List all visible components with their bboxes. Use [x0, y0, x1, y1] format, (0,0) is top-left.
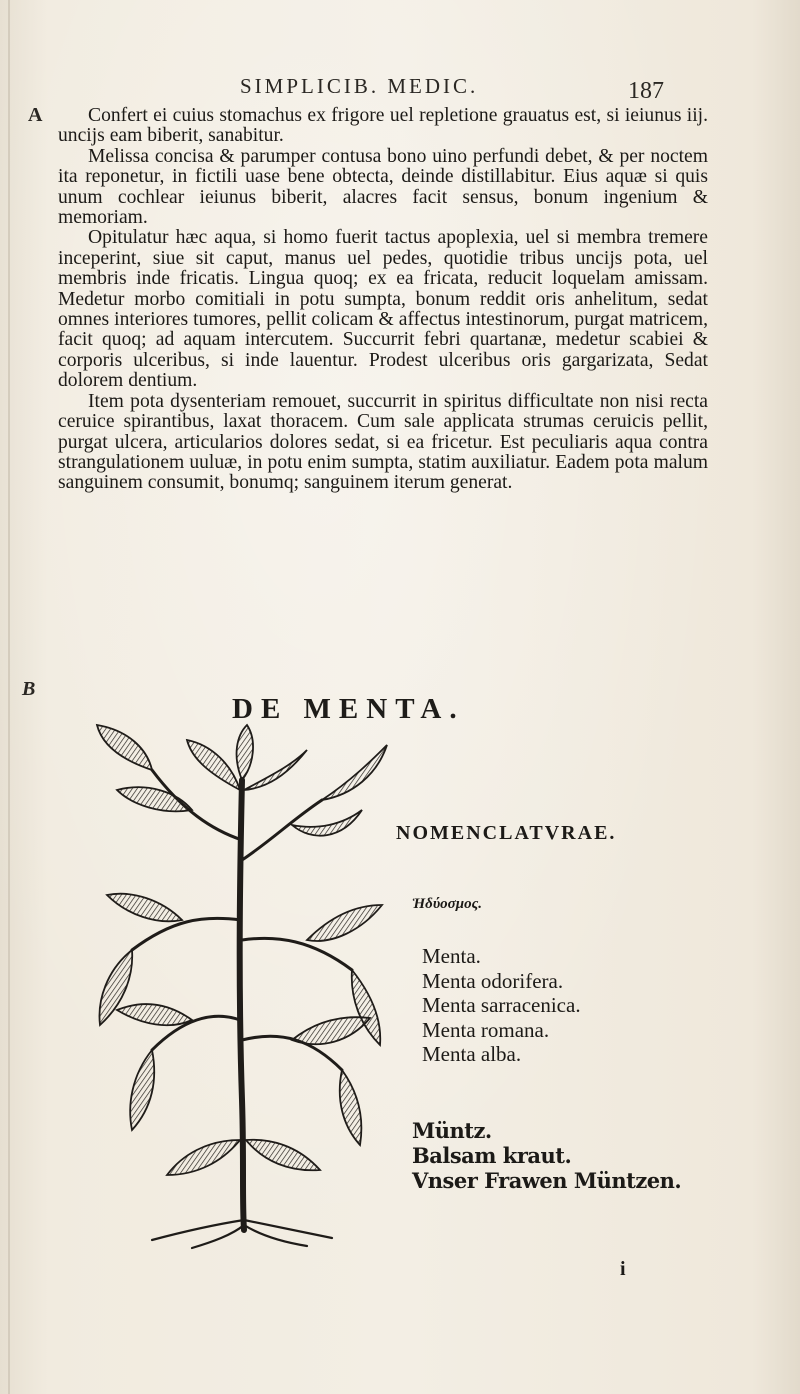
latin-name: Menta. — [422, 944, 481, 968]
paragraph-1: Confert ei cuius stomachus ex frigore uel repletione grauatus est, si ieiunus iij. uncijs eam biberit, sanabitur. — [58, 105, 708, 147]
nomenclature-title: NOMENCLATVRAE. — [396, 822, 617, 844]
section-title: DE MENTA. — [232, 693, 465, 725]
margin-mark-b: B — [22, 678, 36, 700]
body-text — [58, 106, 708, 494]
german-name: Vnser Frawen Müntzen. — [412, 1168, 682, 1193]
german-name: Balsam kraut. — [412, 1143, 572, 1168]
margin-mark-a: A — [28, 104, 43, 126]
paragraph-3: Opitulatur hæc aqua, si homo fuerit tactus apoplexia, uel si membra tremere inceperint, siue sit caput, manus uel pedes, quotidie tribus uncijs pota, uel membris inde fricatis. Lingua quoq; ex ea fricata, reducit loquelam amissam. Medetur morbo comitiali in potu sumpta, bonum reddit oris anhelitum, sedat omnes interiores tumores, pellit colicam & affectus intestinorum, purgat matricem, facit quoq; ad aquam intercutem. Succurrit febri quartanæ, medetur scabiei & corporis ulceribus, si inde lauentur. Prodest ulceribus oris gargarizata, Sedat dolorem dentium. — [58, 227, 708, 392]
page-number: 187 — [628, 78, 664, 104]
german-name: Müntz. — [412, 1118, 492, 1143]
greek-name: Ἡδύοσμος. — [412, 896, 483, 912]
running-head: SIMPLICIB. MEDIC. — [240, 74, 479, 98]
latin-names-list — [422, 944, 581, 1067]
mint-plant-woodcut — [92, 720, 392, 1250]
german-names-list — [412, 1118, 681, 1193]
latin-name: Menta alba. — [422, 1042, 522, 1067]
paragraph-4: Item pota dysenteriam remouet, succurrit in spiritus difficultate non nisi recta ceruice spirantibus, laxat thoracem. Cum sale applicata strumas ceruicis pellit, purgat ulcera, articularios dolores sedat, si ea fricetur. Est peculiaris aqua contra strangulationem uuluæ, in potu enim sumpta, statim auxiliatur. Eadem pota malum sanguinem consumit, bonumq; sanguinem iterum generat. — [58, 390, 708, 494]
latin-name: Menta odorifera. — [422, 968, 564, 993]
catchword: i — [620, 1258, 626, 1280]
latin-name: Menta sarracenica. — [422, 993, 581, 1018]
latin-name: Menta romana. — [422, 1017, 550, 1042]
page-gutter — [8, 0, 10, 1394]
paragraph-2: Melissa concisa & parumper contusa bono uino perfundi debet, & per noctem ita reponetur, in fictili uase bene obtecta, deinde distillabitur. Eius aquæ si quis unum cochlear ieiunus biberit, alacres facit sensus, bonum ingenium & memoriam. — [58, 145, 708, 229]
